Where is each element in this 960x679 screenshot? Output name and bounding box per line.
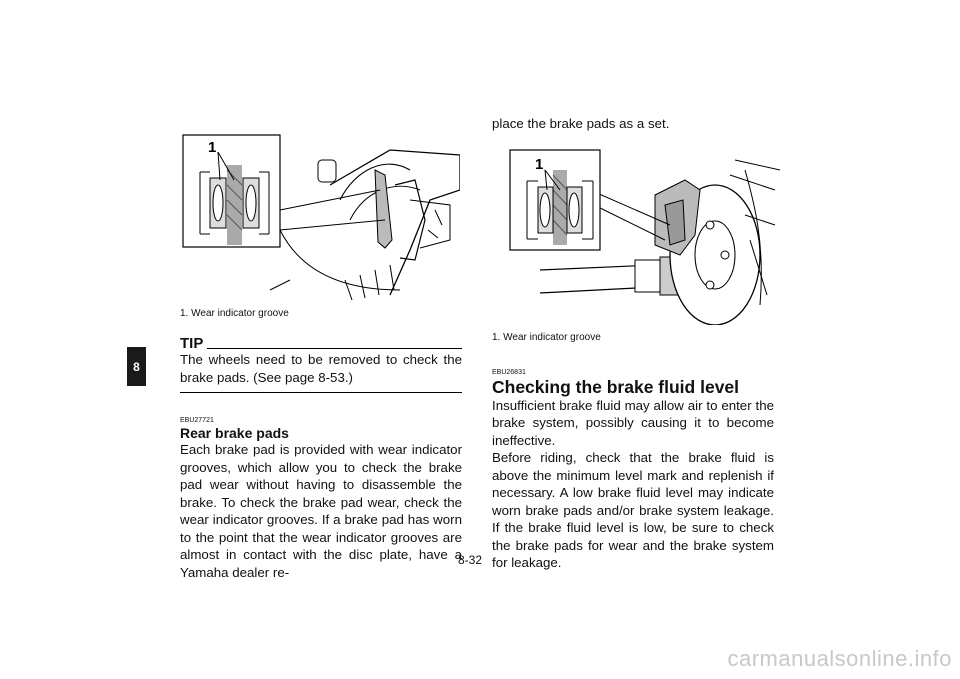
figure-caption: 1. Wear indicator groove [180,308,289,319]
chapter-tab: 8 [127,347,146,386]
callout-1-right: 1 [535,156,544,173]
section-code-right: EBU26831 [492,368,526,376]
right-column [492,115,774,572]
figure-caption-right: 1. Wear indicator groove [492,331,601,343]
section-heading: Rear brake pads [180,425,289,441]
paragraph-1: Insufficient brake fluid may allow air to enter the brake system, possibly causing it to become ineffective. [492,397,774,448]
section-code: EBU27721 [180,417,214,424]
tip-header [180,336,462,351]
callout-1-left: 1 [208,139,217,156]
continuation-text: place the brake pads as a set. [492,116,670,131]
tip-label: TIP [180,335,204,352]
watermark[interactable]: carmanualsonline.info [727,646,952,671]
section-heading-right: Checking the brake fluid level [492,376,740,397]
tip-rule [207,348,462,349]
left-column [180,125,462,581]
page-number: 8-32 [458,553,483,567]
tip-text: The wheels need to be removed to check the brake pads. (See page 8-53.) [180,351,462,393]
body-paragraph: Each brake pad is provided with wear indicator grooves, which allow you to check the brake pad wear without having to disassemble the brake. To check the brake pad wear, check the wear indicator grooves. If a brake pad has worn to the point that the wear indicator grooves are almost in contact with the disc plate, have a Yamaha dealer re- [180,442,462,580]
paragraph-2: Before riding, check that the brake fluid is above the minimum level mark and replenish if necessary. A low brake fluid level may indicate worn brake pads and/or brake system leakage. If the brake fluid level is low, be sure to check the brake pads for wear and the brake system for leakage. [492,450,774,570]
